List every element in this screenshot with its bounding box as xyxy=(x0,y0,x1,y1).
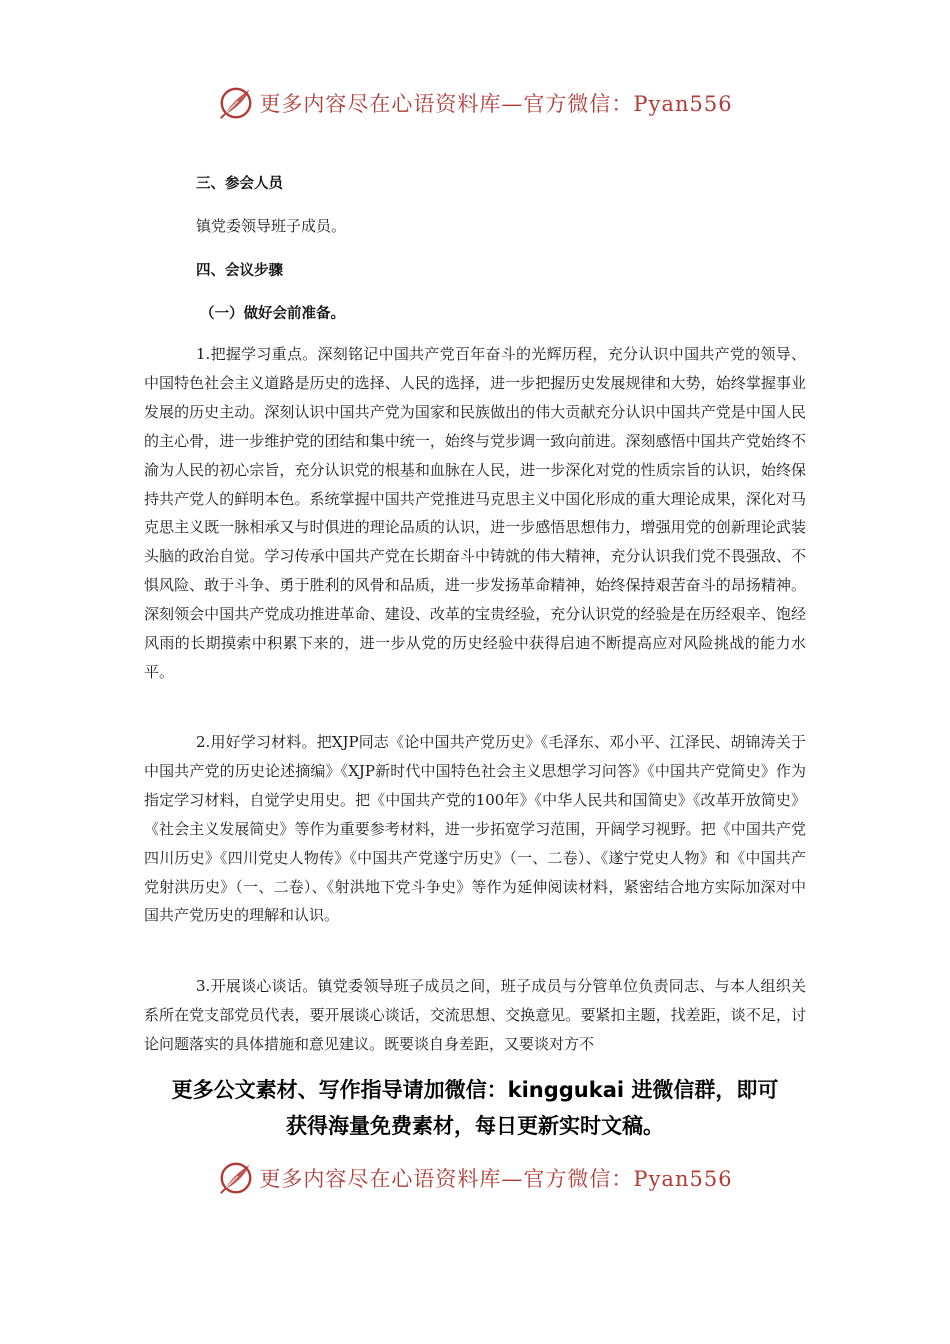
promo-callout xyxy=(0,1072,950,1144)
watermark-banner-bottom xyxy=(0,1153,950,1203)
section-heading-steps: 四、会议步骤 xyxy=(196,263,283,279)
section-heading-attendees: 三、参会人员 xyxy=(196,176,283,192)
watermark-text: 更多内容尽在心语资料库—官方微信：Pyan556 xyxy=(259,92,733,116)
watermark-text: 更多内容尽在心语资料库—官方微信：Pyan556 xyxy=(259,1167,733,1191)
subsection-heading-preparation: （一）做好会前准备。 xyxy=(200,306,345,322)
feather-pen-logo-icon xyxy=(217,1159,255,1197)
attendees-text: 镇党委领导班子成员。 xyxy=(196,217,347,235)
promo-line-1: 更多公文素材、写作指导请加微信：kinggukai 进微信群，即可 xyxy=(171,1078,779,1102)
promo-line-2: 获得海量免费素材，每日更新实时文稿。 xyxy=(286,1114,664,1138)
feather-pen-logo-icon xyxy=(217,84,255,122)
paragraph-study-materials: 2.用好学习材料。把XJP同志《论中国共产党历史》《毛泽东、邓小平、江泽民、胡锦涛关于中国共产党的历史论述摘编》《XJP新时代中国特色社会主义思想学习问答》《中国共产党简史》作为指定学习材料，自觉学史用史。把《中国共产党的100年》《中华人民共和国简史》《改革开放简史》《社会主义发展简史》等作为重要参考材料，进一步拓宽学习范围，开阔学习视野。把《中国共产党四川历史》《四川党史人物传》《中国共产党遂宁历史》（一、二卷）、《遂宁党史人物》和《中国共产党射洪历史》（一、二卷）、《射洪地下党斗争史》等作为延伸阅读材料，紧密结合地方实际加深对中国共产党历史的理解和认识。 xyxy=(144,733,806,925)
paragraph-study-focus: 1.把握学习重点。深刻铭记中国共产党百年奋斗的光辉历程，充分认识中国共产党的领导、中国特色社会主义道路是历史的选择、人民的选择，进一步把握历史发展规律和大势，始终掌握事业发展的历史主动。深刻认识中国共产党为国家和民族做出的伟大贡献充分认识中国共产党是中国人民的主心骨，进一步维护党的团结和集中统一，始终与党步调一致向前进。深刻感悟中国共产党始终不渝为人民的初心宗旨，充分认识党的根基和血脉在人民，进一步深化对党的性质宗旨的认识，始终保持共产党人的鲜明本色。系统掌握中国共产党推进马克思主义中国化形成的重大理论成果，深化对马克思主义既一脉相承又与时俱进的理论品质的认识，进一步感悟思想伟力，增强用党的创新理论武装头脑的政治自觉。学习传承中国共产党在长期奋斗中铸就的伟大精神，充分认识我们党不畏强敌、不惧风险、敢于斗争、勇于胜利的风骨和品质，进一步发扬革命精神，始终保持艰苦奋斗的昂扬精神。深刻领会中国共产党成功推进革命、建设、改革的宝贵经验，充分认识党的经验是在历经艰辛、饱经风雨的长期摸索中积累下来的，进一步从党的历史经验中获得启迪不断提高应对风险挑战的能力水平。 xyxy=(144,345,806,681)
watermark-banner-top xyxy=(0,78,950,128)
paragraph-heart-talks: 3.开展谈心谈话。镇党委领导班子成员之间，班子成员与分管单位负责同志、与本人组织关系所在党支部党员代表，要开展谈心谈话，交流思想、交换意见。要紧扣主题，找差距，谈不足，讨论问题落实的具体措施和意见建议。既要谈自身差距，又要谈对方不 xyxy=(144,977,806,1053)
